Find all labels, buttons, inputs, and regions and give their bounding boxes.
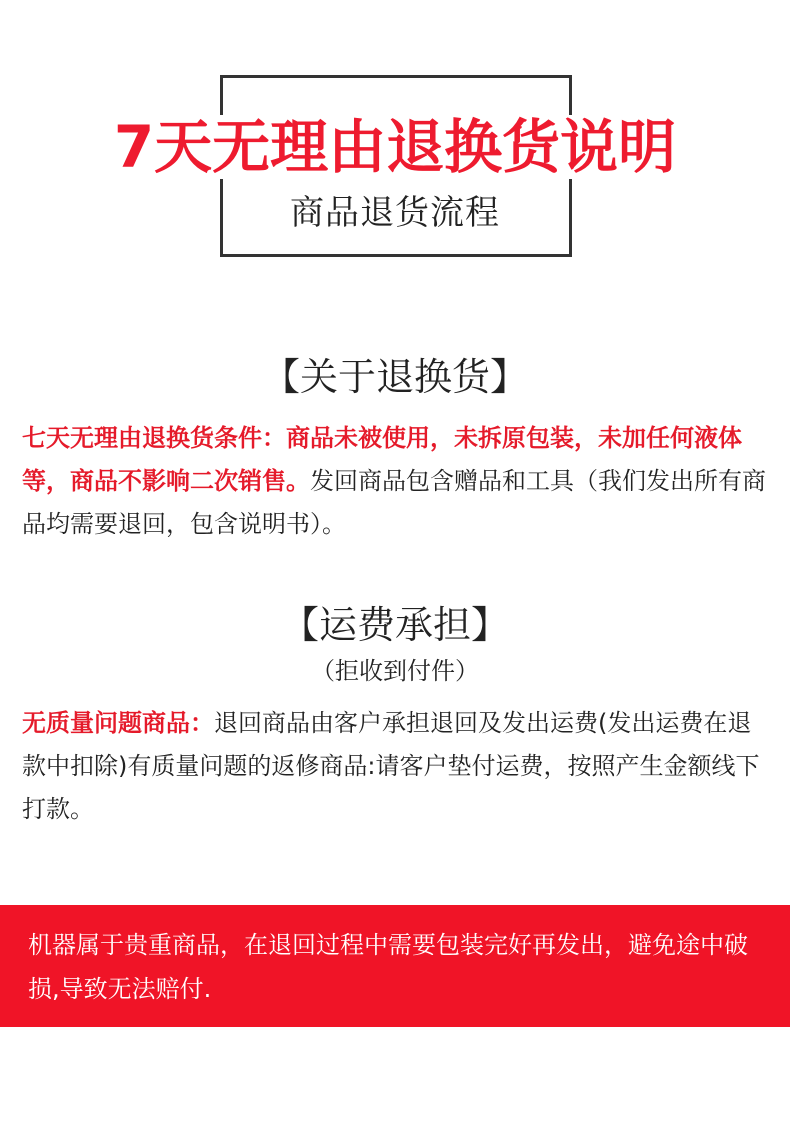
warning-banner-text: 机器属于贵重商品，在退回过程中需要包装完好再发出，避免途中破损,导致无法赔付. [28,931,748,1003]
returns-conditions-requirements: 商品未被使用，未拆原包装，未加任何液体等，商品不影响二次销售。 [22,424,742,495]
shipping-paragraph [22,702,772,831]
page-subtitle: 商品退货流程 [290,193,500,233]
returns-conditions-paragraph [22,417,772,546]
returns-conditions-details: 发回商品包含赠品和工具（我们发出所有商品均需要退回，包含说明书）。 [22,467,766,538]
shipping-label: 无质量问题商品： [22,709,214,737]
section-heading-returns: 【关于退换货】 [261,355,528,399]
warning-banner [0,905,790,1027]
shipping-details: 退回商品由客户承担退回及发出运费(发出运费在退款中扣除)有质量问题的返修商品:请客户垫付运费，按照产生金额线下打款。 [22,709,760,823]
returns-conditions-label: 七天无理由退换货条件： [22,424,286,452]
section-heading-shipping: 【运费承担】 [280,603,509,647]
page-title: 7天无理由退换货说明 [113,113,677,181]
shipping-note: （拒收到付件） [311,657,479,685]
